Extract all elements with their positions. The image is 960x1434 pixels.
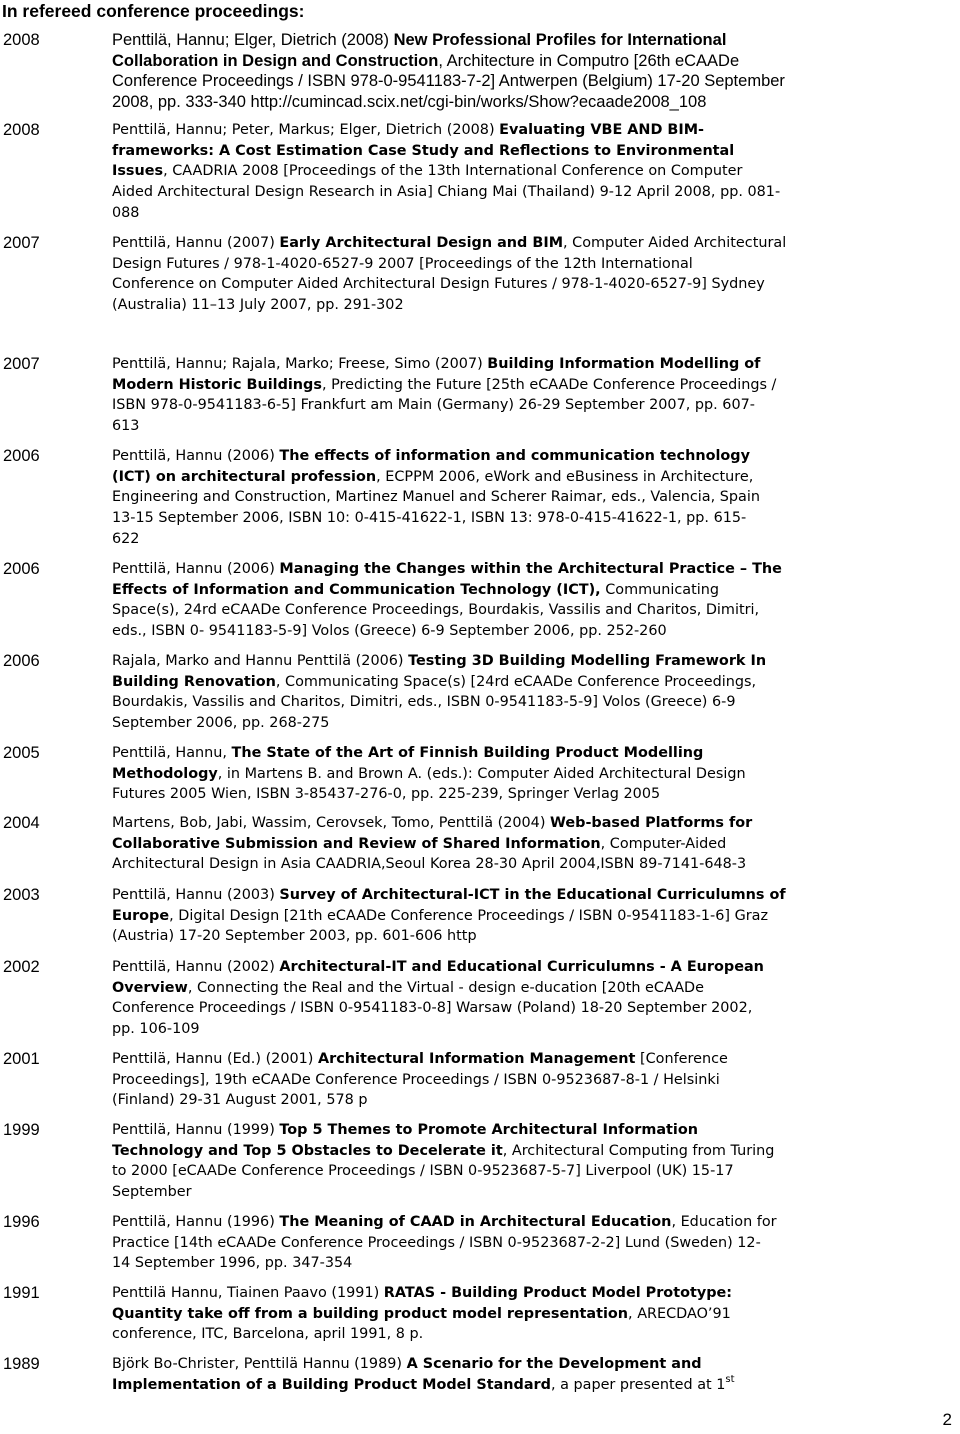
- citation-text: Penttilä, Hannu; Peter, Markus; Elger, Dietrich (2008): [112, 122, 500, 138]
- citation-text: Rajala, Marko and Hannu Penttilä (2006): [112, 653, 409, 669]
- citation-text: , Computer Aided Architectural: [563, 235, 787, 251]
- publication-year: 1996: [3, 1213, 40, 1231]
- publication-title: Modern Historic Buildings: [112, 376, 322, 393]
- citation-line: [112, 508, 942, 529]
- citation-line: [112, 30, 942, 51]
- publication-title: New Professional Profiles for International: [393, 31, 727, 49]
- citation-line: [112, 233, 942, 254]
- publication-title: Technology and Top 5 Obstacles to Decelerate it: [112, 1142, 503, 1159]
- citation-text: Futures 2005 Wien, ISBN 3-85437-276-0, pp. 225-239, Springer Verlag 2005: [112, 786, 661, 803]
- publication-title: Quantity take off from a building product model representation: [112, 1305, 629, 1322]
- citation-line: [112, 203, 942, 224]
- citation-text: , Communicating Space(s) [24rd eCAADe Conference Proceedings,: [275, 673, 757, 690]
- citation-line: [112, 764, 942, 785]
- citation-text: Penttilä, Hannu; Rajala, Marko; Freese, Simo (2007): [112, 356, 488, 372]
- citation-text: Penttilä Hannu, Tiainen Paavo (1991): [112, 1285, 384, 1301]
- publication-year: 2007: [3, 234, 40, 252]
- citation-line: [112, 487, 942, 508]
- citation-text: Space(s), 24rd eCAADe Conference Proceedings, Bourdakis, Vassilis and Charitos, Dimitri,: [112, 602, 760, 619]
- publication-citation: [112, 957, 942, 1040]
- publication-year: 2001: [3, 1050, 40, 1068]
- publication-year: 1999: [3, 1121, 40, 1139]
- publication-title: frameworks: A Cost Estimation Case Study and Reflections to Environmental: [112, 142, 735, 159]
- publication-title: Architectural-IT and Educational Curriculumns - A European: [279, 959, 764, 975]
- publication-citation: [112, 30, 942, 113]
- citation-text: Penttilä, Hannu; Elger, Dietrich (2008): [112, 31, 394, 49]
- citation-text: 13-15 September 2006, ISBN 10: 0-415-41622-1, ISBN 13: 978-0-415-41622-1, pp. 615-: [112, 510, 747, 527]
- citation-text: ISBN 978-0-9541183-6-5] Frankfurt am Main (Germany) 26-29 September 2007, pp. 607-: [112, 397, 755, 414]
- publication-title: Testing 3D Building Modelling Framework In: [408, 653, 767, 669]
- citation-line: [112, 998, 942, 1019]
- page-number: 2: [942, 1410, 952, 1429]
- citation-text: (Australia) 11–13 July 2007, pp. 291-302: [112, 297, 404, 314]
- citation-text: , Education for: [671, 1214, 777, 1230]
- publication-year: 2006: [3, 560, 40, 578]
- publication-year: 2006: [3, 652, 40, 670]
- citation-line: [112, 580, 942, 601]
- publication-year: 2007: [3, 355, 40, 373]
- citation-text: Architectural Design in Asia CAADRIA,Seoul Korea 28-30 April 2004,ISBN 89-7141-648-3: [112, 856, 747, 873]
- citation-line: [112, 813, 942, 834]
- publication-citation: [112, 1283, 942, 1345]
- publication-title: Collaboration in Design and Construction: [112, 51, 439, 70]
- citation-text: to 2000 [eCAADe Conference Proceedings / ISBN 0-9523687-5-7] Liverpool (UK) 15-17: [112, 1163, 734, 1180]
- citation-line: [112, 978, 942, 999]
- citation-line: [112, 51, 942, 72]
- publication-title: Early Architectural Design and BIM: [279, 235, 564, 251]
- publication-citation: [112, 446, 942, 549]
- citation-line: [112, 692, 942, 713]
- publication-title: Collaborative Submission and Review of Shared Information: [112, 835, 601, 852]
- citation-text: Penttilä, Hannu (1999): [112, 1122, 280, 1138]
- publication-title: Survey of Architectural-ICT in the Educational Curriculumns of: [279, 887, 786, 903]
- citation-text: , Digital Design [21th eCAADe Conference Proceedings / ISBN 0-9541183-1-6] Graz: [169, 907, 769, 924]
- publication-citation: [112, 354, 942, 437]
- citation-line: [112, 1049, 942, 1070]
- publication-year: 2004: [3, 814, 40, 832]
- publication-title: Architectural Information Management: [318, 1051, 636, 1067]
- citation-text: , ECPPM 2006, eWork and eBusiness in Architecture,: [376, 468, 754, 485]
- citation-text: Conference Proceedings / ISBN 978-0-9541183-7-2] Antwerpen (Belgium) 17-20 September: [112, 72, 785, 91]
- publication-title: RATAS - Building Product Model Prototype:: [383, 1285, 733, 1301]
- citation-text: September: [112, 1184, 192, 1201]
- citation-line: [112, 354, 942, 375]
- citation-line: [112, 1120, 942, 1141]
- citation-line: [112, 182, 942, 203]
- citation-line: [112, 1324, 942, 1345]
- citation-line: [112, 446, 942, 467]
- citation-text: Conference Proceedings / ISBN 0-9541183-0-8] Warsaw (Poland) 18-20 September 2002,: [112, 1000, 753, 1017]
- citation-line: [112, 1253, 942, 1274]
- citation-line: [112, 274, 942, 295]
- publication-citation: [112, 1354, 942, 1395]
- citation-text: , in Martens B. and Brown A. (eds.): Computer Aided Architectural Design: [217, 765, 746, 782]
- citation-text: 14 September 1996, pp. 347-354: [112, 1255, 353, 1272]
- citation-text: September 2006, pp. 268-275: [112, 715, 330, 732]
- citation-line: [112, 1019, 942, 1040]
- section-heading: In refereed conference proceedings:: [2, 1, 305, 21]
- publication-citation: [112, 743, 942, 805]
- publication-title: Issues: [112, 163, 164, 180]
- citation-text: , Computer-Aided: [600, 835, 727, 852]
- publication-title: The Meaning of CAAD in Architectural Education: [279, 1214, 672, 1230]
- citation-line: [112, 834, 942, 855]
- citation-text: , ARECDAO’91: [628, 1305, 731, 1322]
- publication-citation: [112, 120, 942, 223]
- citation-line: [112, 600, 942, 621]
- publication-citation: [112, 1120, 942, 1203]
- citation-text: 622: [112, 530, 140, 547]
- citation-line: [112, 672, 942, 693]
- citation-text: 2008, pp. 333-340 http://cumincad.scix.net/cgi-bin/works/Show?ecaade2008_108: [112, 93, 707, 112]
- citation-line: [112, 1182, 942, 1203]
- publication-year: 1989: [3, 1355, 40, 1373]
- citation-line: [112, 71, 942, 92]
- citation-text: Penttilä, Hannu (2003): [112, 887, 280, 903]
- citation-line: [112, 141, 942, 162]
- publication-title: Methodology: [112, 765, 218, 782]
- citation-line: [112, 784, 942, 805]
- citation-text: (Austria) 17-20 September 2003, pp. 601-606 http: [112, 928, 477, 945]
- citation-text: Martens, Bob, Jabi, Wassim, Cerovsek, Tomo, Penttilä (2004): [112, 815, 551, 831]
- citation-line: [112, 906, 942, 927]
- citation-line: [112, 1090, 942, 1111]
- citation-line: [112, 161, 942, 182]
- publication-year: 2002: [3, 958, 40, 976]
- citation-text: Penttilä, Hannu,: [112, 745, 232, 761]
- citation-text: (Finland) 29-31 August 2001, 578 p: [112, 1092, 368, 1109]
- citation-text: , CAADRIA 2008 [Proceedings of the 13th International Conference on Computer: [163, 163, 743, 180]
- citation-text: conference, ITC, Barcelona, april 1991, 8 p.: [112, 1326, 424, 1343]
- publication-citation: [112, 233, 942, 316]
- citation-line: [112, 295, 942, 316]
- citation-line: [112, 559, 942, 580]
- publication-title: Top 5 Themes to Promote Architectural Information: [279, 1122, 698, 1138]
- citation-text: Practice [14th eCAADe Conference Proceedings / ISBN 0-9523687-2-2] Lund (Sweden) 12-: [112, 1234, 761, 1251]
- citation-text: 088: [112, 204, 140, 221]
- citation-line: [112, 885, 942, 906]
- citation-text: eds., ISBN 0- 9541183-5-9] Volos (Greece) 6-9 September 2006, pp. 252-260: [112, 623, 667, 640]
- citation-line: [112, 1141, 942, 1162]
- publication-title: Overview: [112, 979, 188, 996]
- publication-title: Building Renovation: [112, 673, 276, 690]
- citation-line: [112, 254, 942, 275]
- citation-text: Penttilä, Hannu (Ed.) (2001): [112, 1051, 318, 1067]
- citation-line: [112, 651, 942, 672]
- citation-text: Penttilä, Hannu (2006): [112, 448, 280, 464]
- publication-citation: [112, 1049, 942, 1111]
- citation-text: [Conference: [635, 1051, 728, 1067]
- citation-text: Engineering and Construction, Martinez Manuel and Scherer Raimar, eds., Valencia, Spain: [112, 489, 760, 506]
- citation-text: Björk Bo-Christer, Penttilä Hannu (1989): [112, 1356, 407, 1372]
- citation-text: , a paper presented at 1: [550, 1376, 726, 1393]
- citation-text: Penttilä, Hannu (2006): [112, 561, 280, 577]
- publication-citation: [112, 813, 942, 875]
- citation-text: Bourdakis, Vassilis and Charitos, Dimitri, eds., ISBN 0-9541183-5-9] Volos (Greece) 6-9: [112, 694, 736, 711]
- citation-line: [112, 957, 942, 978]
- citation-text: Design Futures / 978-1-4020-6527-9 2007 [Proceedings of the 12th International: [112, 255, 693, 272]
- citation-text: Penttilä, Hannu (2007): [112, 235, 280, 251]
- publication-title: Web-based Platforms for: [550, 815, 753, 831]
- citation-line: [112, 621, 942, 642]
- publication-title: The State of the Art of Finnish Building Product Modelling: [231, 745, 704, 761]
- citation-text: , Architectural Computing from Turing: [502, 1142, 775, 1159]
- citation-text: Communicating: [600, 581, 719, 598]
- citation-line: [112, 416, 942, 437]
- publication-year: 2008: [3, 31, 40, 49]
- superscript-text: st: [725, 1373, 735, 1385]
- citation-line: [112, 854, 942, 875]
- citation-line: [112, 1354, 942, 1375]
- citation-line: [112, 529, 942, 550]
- publication-citation: [112, 885, 942, 947]
- publication-title: (ICT) on architectural profession: [112, 468, 377, 485]
- publication-year: 2003: [3, 886, 40, 904]
- publication-year: 2005: [3, 744, 40, 762]
- publication-year: 2006: [3, 447, 40, 465]
- citation-text: Penttilä, Hannu (1996): [112, 1214, 280, 1230]
- publication-title: Implementation of a Building Product Model Standard: [112, 1376, 551, 1393]
- publication-citation: [112, 651, 942, 734]
- citation-text: Conference on Computer Aided Architectural Design Futures / 978-1-4020-6527-9] Sydney: [112, 276, 765, 293]
- citation-line: [112, 743, 942, 764]
- publication-citation: [112, 1212, 942, 1274]
- citation-line: [112, 713, 942, 734]
- citation-line: [112, 1212, 942, 1233]
- citation-text: , Architecture in Computro [26th eCAADe: [438, 51, 740, 70]
- citation-line: [112, 926, 942, 947]
- citation-line: [112, 395, 942, 416]
- citation-text: Proceedings], 19th eCAADe Conference Proceedings / ISBN 0-9523687-8-1 / Helsinki: [112, 1071, 720, 1088]
- citation-text: Penttilä, Hannu (2002): [112, 959, 280, 975]
- publication-title: Managing the Changes within the Architectural Practice – The: [279, 561, 782, 577]
- publication-year: 2008: [3, 121, 40, 139]
- citation-line: [112, 1375, 942, 1396]
- citation-line: [112, 1161, 942, 1182]
- citation-text: Aided Architectural Design Research in Asia] Chiang Mai (Thailand) 9-12 April 2008, pp. 081-: [112, 184, 781, 201]
- publication-title: Europe: [112, 907, 170, 924]
- citation-text: , Predicting the Future [25th eCAADe Conference Proceedings /: [321, 376, 777, 393]
- citation-text: 613: [112, 418, 140, 435]
- publication-citation: [112, 559, 942, 642]
- citation-line: [112, 1070, 942, 1091]
- citation-text: , Connecting the Real and the Virtual - design e-ducation [20th eCAADe: [187, 979, 704, 996]
- publication-title: Evaluating VBE AND BIM-: [499, 122, 705, 138]
- citation-line: [112, 120, 942, 141]
- publication-year: 1991: [3, 1284, 40, 1302]
- publication-title: The effects of information and communication technology: [279, 448, 750, 464]
- citation-text: pp. 106-109: [112, 1021, 200, 1038]
- citation-line: [112, 1304, 942, 1325]
- citation-line: [112, 1283, 942, 1304]
- publication-title: Effects of Information and Communication Technology (ICT),: [112, 581, 601, 598]
- citation-line: [112, 467, 942, 488]
- citation-line: [112, 1233, 942, 1254]
- citation-line: [112, 375, 942, 396]
- publication-title: Building Information Modelling of: [487, 356, 761, 372]
- citation-line: [112, 92, 942, 113]
- publication-title: A Scenario for the Development and: [406, 1356, 702, 1372]
